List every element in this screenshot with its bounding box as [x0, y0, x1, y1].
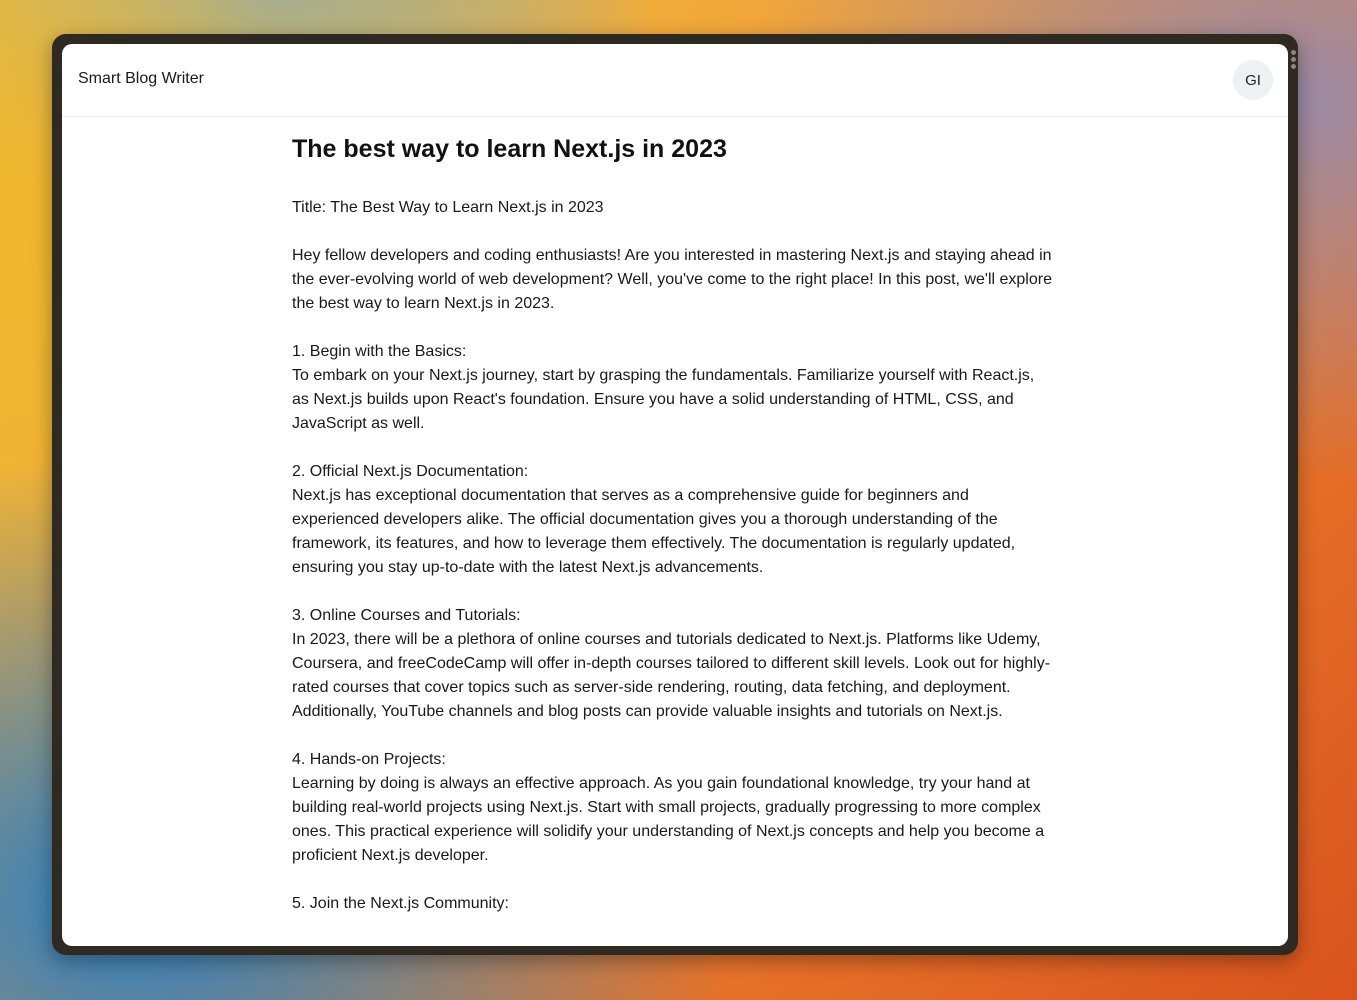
paragraph: 2. Official Next.js Documentation: Next.js has exceptional documentation that serves as a comprehensive guide for beginners and experienced developers alike. The official documentation gives you a thorough understanding of the framework, its features, and how to leverage them effectively. The documentation is regularly updated, ensuring you stay up-to-date with the latest Next.js advancements.	[292, 463, 1016, 576]
paragraph: 3. Online Courses and Tutorials: In 2023, there will be a plethora of online courses and tutorials dedicated to Next.js. Platforms like Udemy, Coursera, and freeCodeCamp will offer in-depth courses tailored to different skill levels. Look out for highly-rated courses that cover topics such as server-side rendering, routing, data fetching, and deployment. Additionally, YouTube channels and blog posts can provide valuable insights and tutorials on Next.js.	[292, 607, 1051, 720]
blog-post	[292, 132, 1052, 940]
app-title[interactable]: Smart Blog Writer	[78, 70, 204, 87]
top-bar	[62, 44, 1288, 117]
post-body	[292, 196, 1052, 916]
paragraph: 1. Begin with the Basics: To embark on your Next.js journey, start by grasping the fundamentals. Familiarize yourself with React.js, as Next.js builds upon React's foundation. Ensure you have a solid understanding of HTML, CSS, and JavaScript as well.	[292, 343, 1035, 432]
window-options-icon[interactable]	[1291, 50, 1296, 71]
post-heading: The best way to learn Next.js in 2023	[292, 135, 727, 163]
paragraph: 5. Join the Next.js Community:	[292, 895, 509, 912]
paragraph: Title: The Best Way to Learn Next.js in 2023	[292, 199, 604, 216]
app-window	[62, 44, 1288, 946]
paragraph: 4. Hands-on Projects: Learning by doing is always an effective approach. As you gain foundational knowledge, try your hand at building real-world projects using Next.js. Start with small projects, gradually progressing to more complex ones. This practical experience will solidify your understanding of Next.js concepts and help you become a proficient Next.js developer.	[292, 751, 1045, 864]
paragraph: Hey fellow developers and coding enthusiasts! Are you interested in mastering Next.js and staying ahead in the ever-evolving world of web development? Well, you've come to the right place! In this post, we'll explore the best way to learn Next.js in 2023.	[292, 247, 1052, 312]
user-avatar[interactable]: GI	[1233, 60, 1273, 100]
